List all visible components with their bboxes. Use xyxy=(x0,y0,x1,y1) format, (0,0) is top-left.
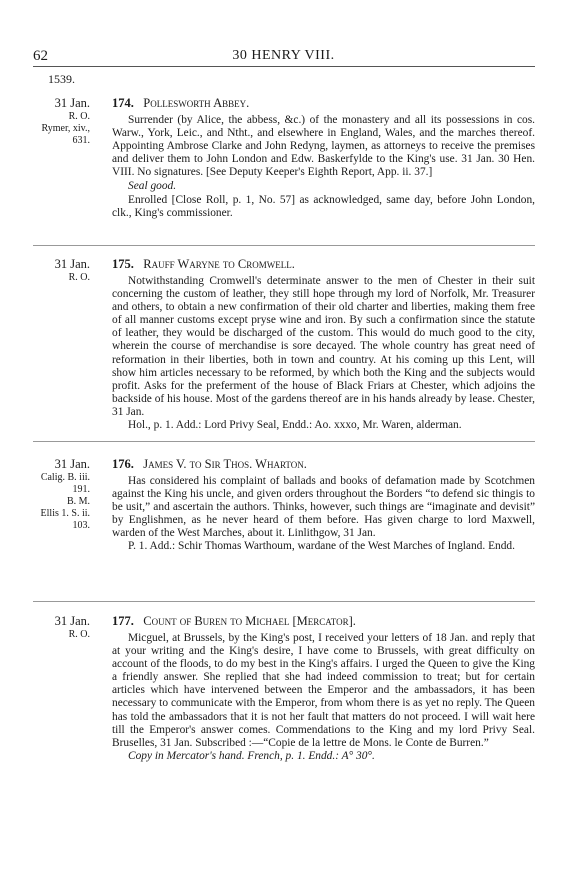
entry-source-line: R. O. xyxy=(68,111,90,122)
entry-paragraph: Seal good. xyxy=(128,180,177,193)
running-title: 30 HENRY VIII. xyxy=(232,48,335,63)
entry-paragraph: Has considered his complaint of ballads and books of defamation made by Scotchmen against the King his uncle, and given orders throughout the Borders “to defend sic thingis to be usit,” and ascertain the authors. Thinks, however, such things are “imaginate and devisit” by Englishmen, as he never heard of them before. Has given charge to lord Maxwell, warden of the West Marches, about it. Linlithgow, 31 Jan. xyxy=(112,475,535,540)
entry-body xyxy=(112,475,535,554)
entry-paragraph: Micguel, at Brussels, by the King's post, I received your letters of 18 Jan. and reply that at your writing and the King's desire, I have come to Brussels, with great difficulty on account of the floods, to do my best in the King's affairs. I urged the Queen to give the King a friendly answer. She replied that she had indeed commission to treat; but for certain articles which have intervened between the Emperor and the ambassadors, it has been necessary to communicate with the Emperor, from whom there is as yet no reply. The Queen has told the ambassadors that it is not her fault that matters do not proceed. I will wait here till the Emperor's answer comes. Commendations to the King and my lord Privy Seal. Bruselles, 31 Jan. Subscribed :—“Copie de la lettre de Mons. le Conte de Burren.” xyxy=(112,632,535,749)
entry-source-line: R. O. xyxy=(68,272,90,283)
entry-divider xyxy=(33,245,535,246)
year-marker: 1539. xyxy=(48,72,75,86)
entry-paragraph: Copy in Mercator's hand. French, p. 1. Endd.: A° 30°. xyxy=(128,749,375,762)
entry-title-line xyxy=(112,457,307,472)
entry-paragraph: Notwithstanding Cromwell's determinate answer to the men of Chester in their suit concerning the custom of leather, they still hope through my lord of Norfolk, Mr. Treasurer and others, to obtain a new confirmation of their old charter and liberties, making them free of all manner customs except pryse wine and iron. By such a confirmation since the statute of leather, they would be discharged of the custom. This would do much good to the city, wherein the course of merchandise is sore decayed. The whole country has great need of reformation in their liberties, both in town and country. At his coming up this Lent, will show him articles necessary to be reformed, by which both the King and the subjects would profit. Asks for the preferment of the house of Black Friars at Chester, which adjoins the backside of his house. Most of the gardens thereof are in his hands already by lease. Chester, 31 Jan. xyxy=(112,275,535,418)
entry-source-line: Rymer, xiv., xyxy=(41,123,90,134)
entry-source-line: 191. xyxy=(72,484,90,495)
page-number: 62 xyxy=(33,48,48,64)
entry-paragraph: Hol., p. 1. Add.: Lord Privy Seal, Endd.: Ao. xxxo, Mr. Waren, alderman. xyxy=(128,419,462,432)
entry-paragraph: P. 1. Add.: Schir Thomas Warthoum, wardane of the West Marches of Ingland. Endd. xyxy=(128,540,515,553)
entry-source-line: Ellis 1. S. ii. xyxy=(40,508,90,519)
entry-title-line xyxy=(112,257,295,272)
entry-source-line: B. M. xyxy=(66,496,90,507)
entry-body xyxy=(112,275,535,432)
entry-body xyxy=(112,114,535,220)
entry-date: 31 Jan. xyxy=(54,457,90,471)
entry-body xyxy=(112,632,535,763)
entry-divider xyxy=(33,601,535,602)
entry-paragraph: Enrolled [Close Roll, p. 1, No. 57] as acknowledged, same day, before John London, clk., King's commissioner. xyxy=(112,193,535,219)
entry-source-line: 631. xyxy=(72,135,90,146)
entry-number: 174. xyxy=(112,96,134,110)
entry-source-line: 103. xyxy=(72,520,90,531)
entry-title-line xyxy=(112,96,249,111)
entry-date: 31 Jan. xyxy=(54,614,90,628)
entry-title: Pollesworth Abbey. xyxy=(143,96,250,110)
entry-source-line: R. O. xyxy=(68,629,90,640)
entry-title: James V. to Sir Thos. Wharton. xyxy=(143,457,307,471)
entry-date: 31 Jan. xyxy=(54,96,90,110)
entry-date: 31 Jan. xyxy=(54,257,90,271)
entry-title: Rauff Waryne to Cromwell. xyxy=(143,257,295,271)
entry-number: 177. xyxy=(112,614,134,628)
entry-divider xyxy=(33,441,535,442)
entry-title-line xyxy=(112,614,356,629)
entry-number: 176. xyxy=(112,457,134,471)
header-rule xyxy=(33,66,535,67)
entry-title: Count of Buren to Michael [Mercator]. xyxy=(143,614,356,628)
entry-source-line: Calig. B. iii. xyxy=(40,472,90,483)
entry-paragraph: Surrender (by Alice, the abbess, &c.) of the monastery and all its possessions in cos. Warw., York, Leic., and Ntht., and elsewhere in England, Wales, and the marches thereof. Appointing Ambrose Clarke and John Redyng, laymen, as attorneys to receive the premises and deliver them to John London and Edw. Baskerfylde to the King's use. 31 Jan. 30 Hen. VIII. No signatures. [See Deputy Keeper's Eighth Report, App. ii. 37.] xyxy=(112,114,535,179)
entry-number: 175. xyxy=(112,257,134,271)
